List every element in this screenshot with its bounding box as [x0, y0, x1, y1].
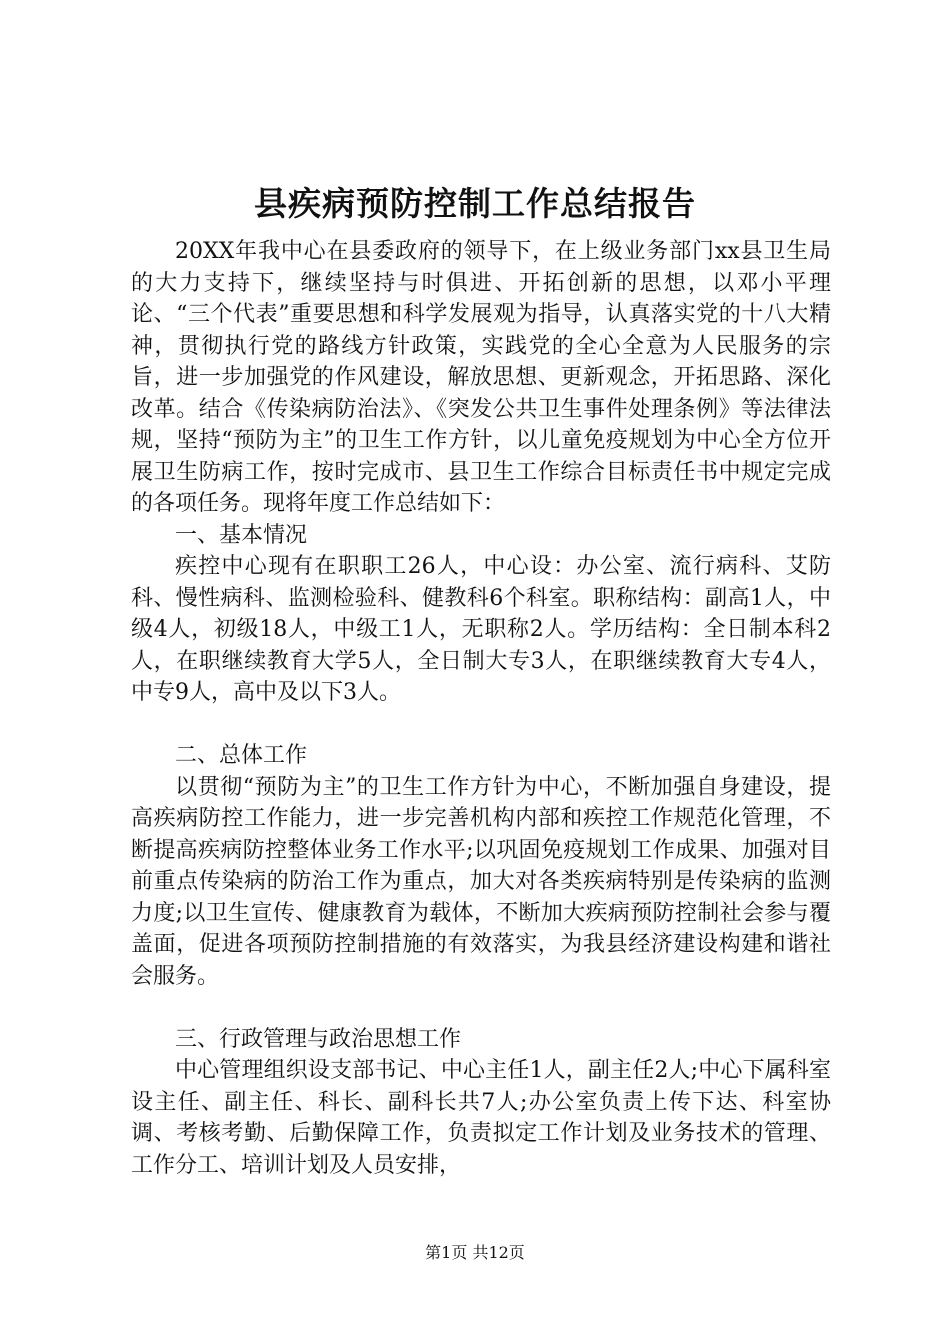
paragraph-spacer: [131, 709, 831, 741]
section-heading-admin-management: 三、行政管理与政治思想工作: [175, 1026, 462, 1052]
paragraph-spacer: [131, 992, 831, 1024]
page-number-footer: 第1页 共12页: [425, 1243, 525, 1262]
document-title: 县疾病预防控制工作总结报告: [254, 184, 696, 223]
intro-paragraph: 20XX年我中心在县委政府的领导下，在上级业务部门xx县卫生局的大力支持下，继续坚持与时俱进、开拓创新的思想，以邓小平理论、“三个代表”重要思想和科学发展观为指导，认真落实党的十八大精神，贯彻执行党的路线方针政策，实践党的全心全意为人民服务的宗旨，进一步加强党的作风建设，解放思想、更新观念，开拓思路、深化改革。结合《传染病防治法》、《突发公共卫生事件处理条例》等法律法规，坚持“预防为主”的卫生工作方针，以儿童免疫规划为中心全方位开展卫生防病工作，按时完成市、县卫生工作综合目标责任书中规定完成的各项任务。现将年度工作总结如下：: [131, 239, 831, 516]
section-body-basic-info: 疾控中心现有在职职工26人，中心设：办公室、流行病科、艾防科、慢性病科、监测检验科、健教科6个科室。职称结构：副高1人，中级4人，初级18人，中级工1人，无职称2人。学历结构：全日制本科2人，在职继续教育大学5人，全日制大专3人，在职继续教育大专4人，中专9人，高中及以下3人。: [131, 554, 831, 705]
document-body: [131, 236, 831, 1181]
section-heading-overall-work: 二、总体工作: [175, 743, 308, 768]
section-body-overall-work: 以贯彻“预防为主”的卫生工作方针为中心，不断加强自身建设，提高疾病防控工作能力，进一步完善机构内部和疾控工作规范化管理，不断提高疾病防控整体业务工作水平;以巩固免疫规划工作成果、加强对目前重点传染病的防治工作为重点，加大对各类疾病特别是传染病的监测力度;以卫生宣传、健康教育为载体，不断加大疾病预防控制社会参与覆盖面，促进各项预防控制措施的有效落实，为我县经济建设构建和谐社会服务。: [131, 774, 831, 989]
section-body-admin-management: 中心管理组织设支部书记、中心主任1人，副主任2人;中心下属科室设主任、副主任、科长、副科长共7人;办公室负责上传下达、科室协调、考核考勤、后勤保障工作，负责拟定工作计划及业务技术的管理、工作分工、培训计划及人员安排，: [131, 1058, 831, 1178]
section-heading-basic-info: 一、基本情况: [175, 522, 308, 548]
